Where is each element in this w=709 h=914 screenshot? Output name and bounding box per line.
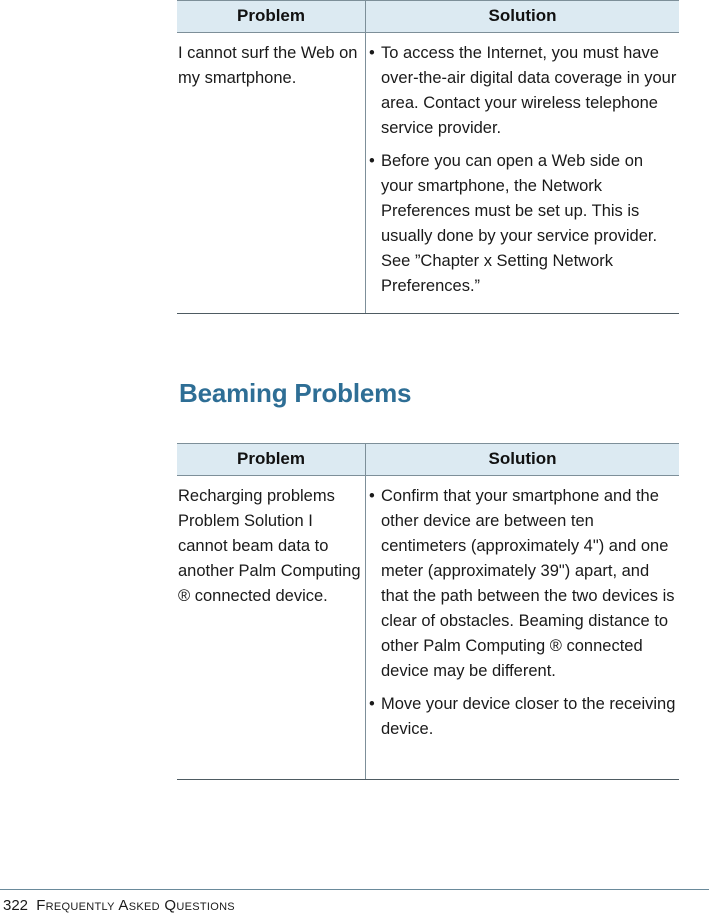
list-item xyxy=(366,692,679,742)
problem-cell: I cannot surf the Web on my smartphone. xyxy=(178,44,358,87)
list-item xyxy=(366,484,679,684)
solution-cell xyxy=(365,33,679,313)
faq-table-beaming xyxy=(177,443,679,780)
footer-divider xyxy=(0,889,709,890)
page-number: 322 xyxy=(3,897,29,914)
bullet-icon: • xyxy=(369,44,375,62)
bullet-icon: • xyxy=(369,695,375,713)
problem-column-header: Problem xyxy=(236,6,306,25)
bullet-icon: • xyxy=(369,152,375,170)
table-row xyxy=(177,476,679,780)
solution-cell xyxy=(365,476,679,779)
problem-column-header: Problem xyxy=(236,449,306,468)
list-item xyxy=(366,41,679,141)
section-title: Beaming Problems xyxy=(179,378,412,408)
solution-text: To access the Internet, you must have over-the-air digital data coverage in your area. Contact your wireless telephone service provider. xyxy=(381,44,677,137)
table-header xyxy=(177,444,679,476)
solution-text: Before you can open a Web side on your smartphone, the Network Preferences must be set up. This is usually done by your service provider. See ”Chapter x Setting Network Preferences.” xyxy=(381,152,658,295)
solution-text: Move your device closer to the receiving device. xyxy=(381,695,676,738)
list-item xyxy=(366,149,679,299)
solution-list xyxy=(366,41,679,299)
solution-column-header: Solution xyxy=(365,1,679,32)
solution-text: Confirm that your smartphone and the other device are between ten centimeters (approximately 4") and one meter (approximately 39") apart, and that the path between the two devices is clear of obstacles. Beaming distance to other Palm Computing ® connected device may be different. xyxy=(381,487,675,680)
footer-title: Frequently Asked Questions xyxy=(36,897,235,914)
faq-table-surfing xyxy=(177,0,679,314)
problem-cell: Recharging problems Problem Solution I cannot beam data to another Palm Computing ® connected device. xyxy=(178,487,361,605)
table-row xyxy=(177,33,679,314)
page-footer xyxy=(3,898,235,914)
table-header xyxy=(177,1,679,33)
solution-column-header: Solution xyxy=(365,444,679,475)
solution-list xyxy=(366,484,679,742)
bullet-icon: • xyxy=(369,487,375,505)
